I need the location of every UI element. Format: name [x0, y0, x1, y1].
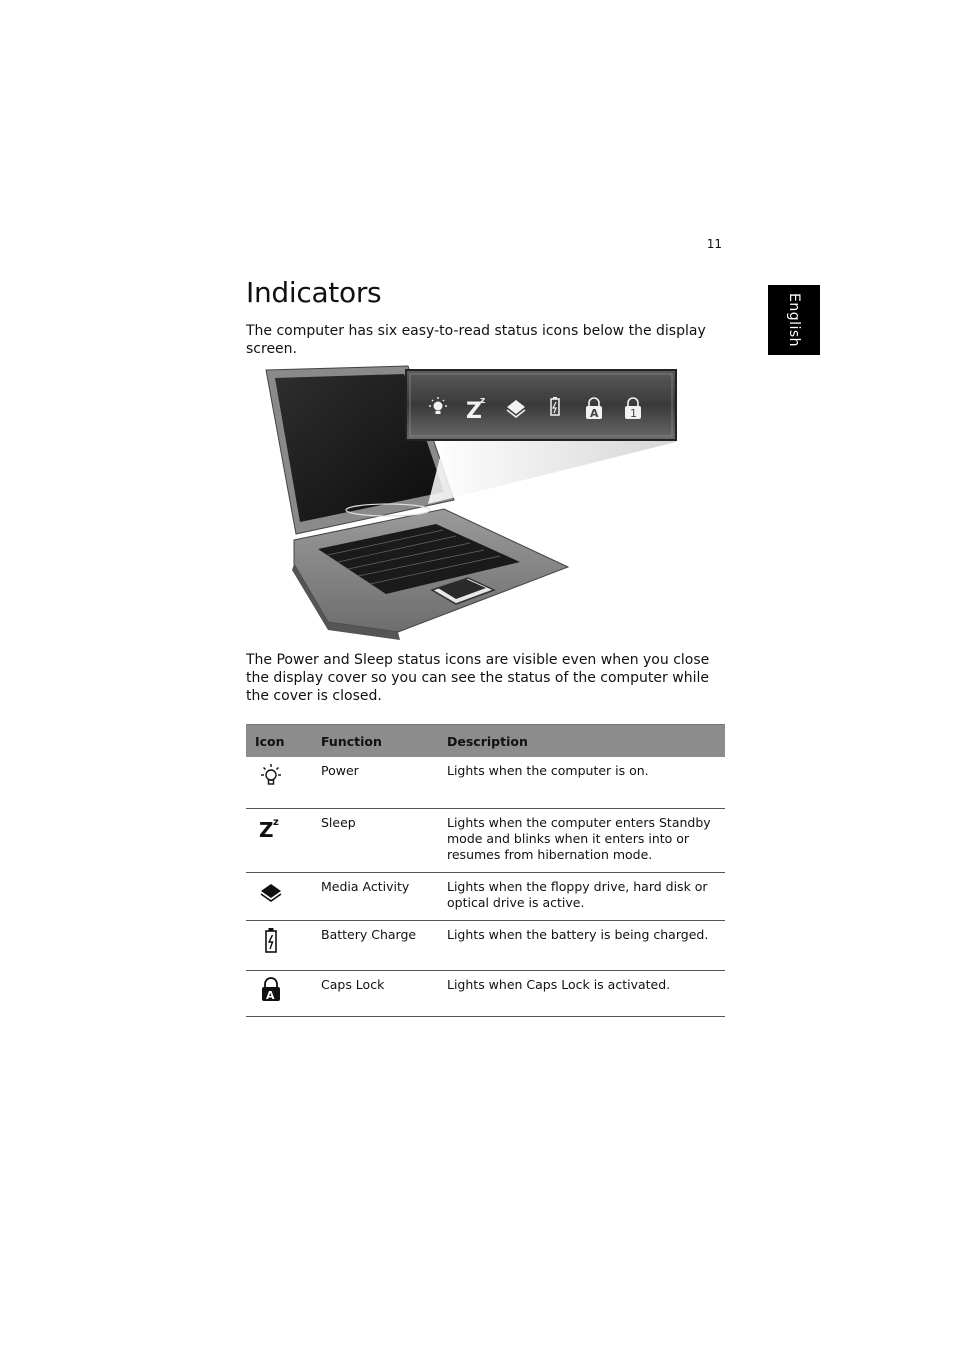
description-cell: Lights when Caps Lock is activated.	[437, 971, 725, 1017]
header-description: Description	[437, 725, 725, 758]
function-cell: Caps Lock	[311, 971, 437, 1017]
svg-text:Z: Z	[466, 399, 482, 424]
table-row	[246, 971, 725, 1017]
function-cell: Media Activity	[311, 873, 437, 921]
svg-text:1: 1	[630, 407, 637, 420]
description-cell: Lights when the computer enters Standby mode and blinks when it enters into or resumes from hibernation mode.	[437, 809, 725, 873]
language-tab-label: English	[786, 292, 802, 348]
function-cell: Power	[311, 757, 437, 809]
description-cell: Lights when the floppy drive, hard disk or optical drive is active.	[437, 873, 725, 921]
svg-text:z: z	[480, 396, 486, 406]
table-row	[246, 921, 725, 971]
sleep-icon	[258, 815, 311, 841]
svg-text:Z: Z	[259, 818, 274, 841]
table-row	[246, 873, 725, 921]
table-row	[246, 757, 725, 809]
header-function: Function	[311, 725, 437, 758]
function-cell: Battery Charge	[311, 921, 437, 971]
svg-text:A: A	[590, 407, 599, 420]
header-icon: Icon	[246, 725, 311, 758]
table-row	[246, 809, 725, 873]
function-cell: Sleep	[311, 809, 437, 873]
description-cell: Lights when the computer is on.	[437, 757, 725, 809]
note-paragraph: The Power and Sleep status icons are visible even when you close the display cover so you can see the status of the computer while the cover is closed.	[246, 652, 710, 704]
intro-paragraph: The computer has six easy-to-read status icons below the display screen.	[246, 323, 706, 357]
svg-text:z: z	[273, 817, 279, 828]
media-activity-icon	[258, 879, 311, 905]
laptop-illustration	[258, 364, 688, 646]
caps-lock-icon	[258, 977, 311, 1003]
power-icon	[258, 763, 311, 789]
language-tab	[768, 285, 820, 355]
page-number: 11	[706, 237, 722, 251]
battery-charge-icon	[258, 927, 311, 955]
svg-text:A: A	[266, 989, 275, 1002]
table-header-row	[246, 725, 725, 758]
page-title: Indicators	[246, 276, 382, 309]
description-cell: Lights when the battery is being charged.	[437, 921, 725, 971]
indicators-table	[246, 724, 725, 1017]
